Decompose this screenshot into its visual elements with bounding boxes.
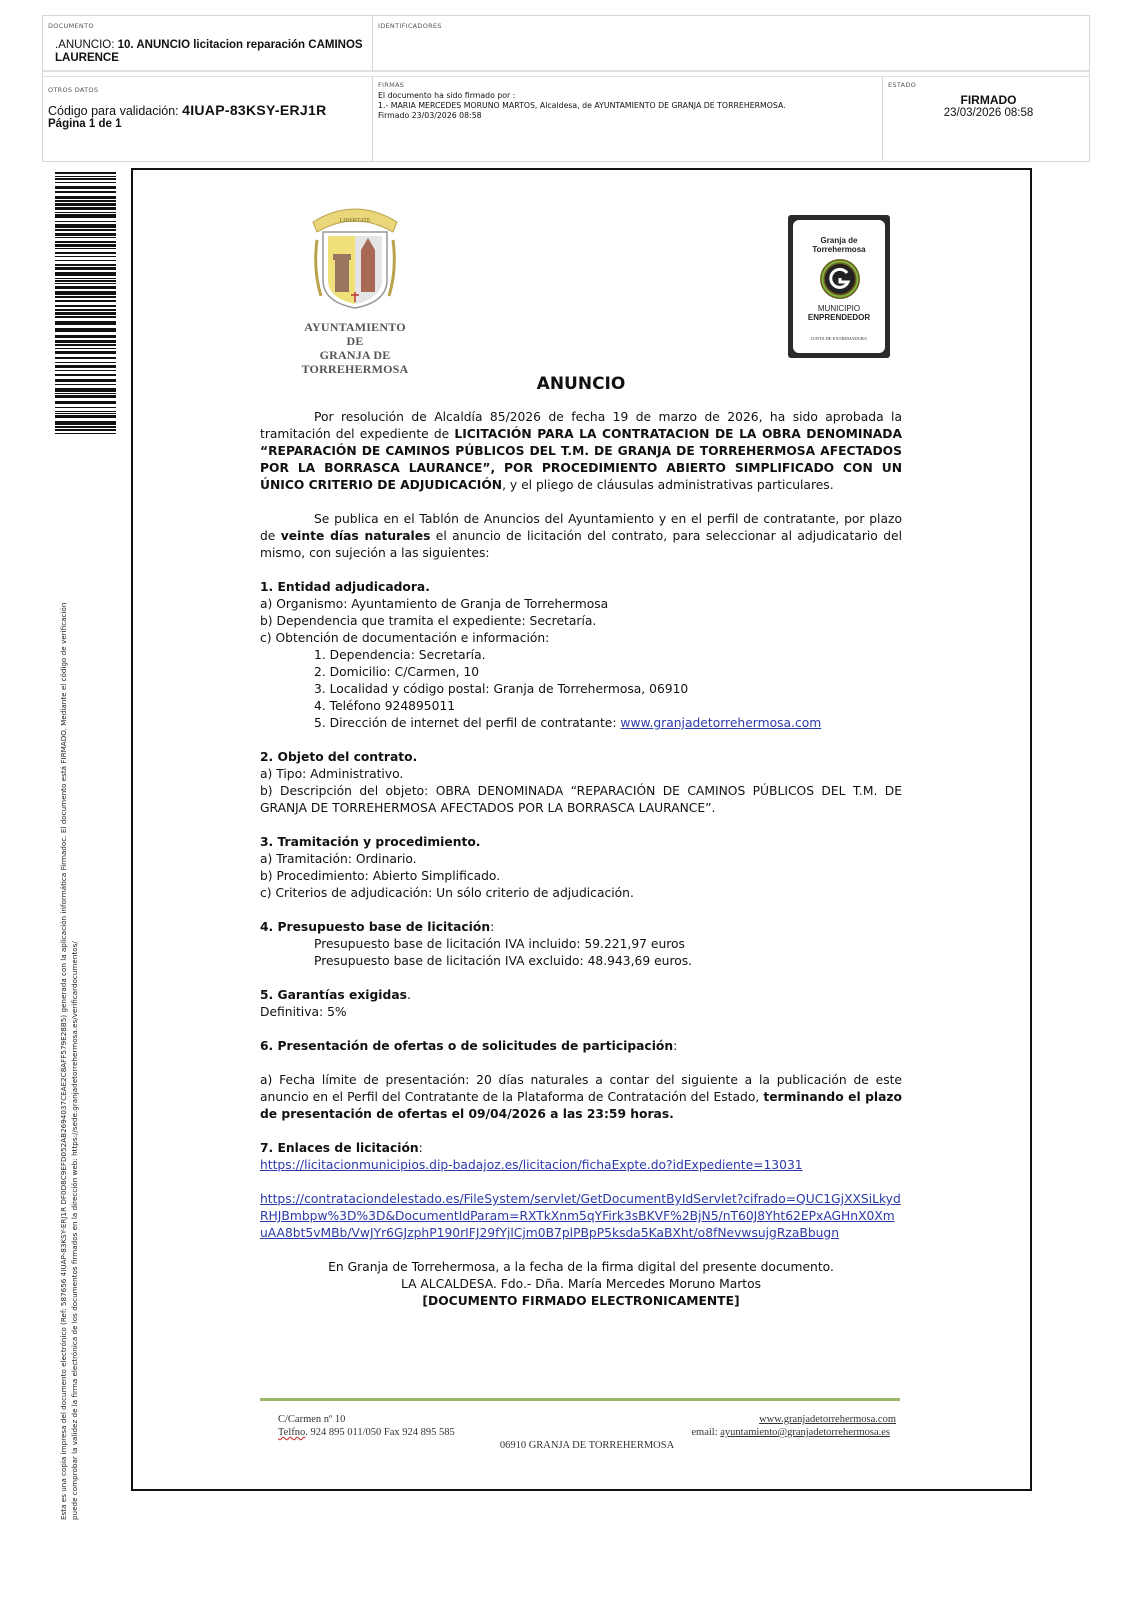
barcode-bar <box>55 393 116 394</box>
document-title <box>55 39 372 65</box>
budget-included: Presupuesto base de licitación IVA incluido: 59.221,97 euros <box>314 937 685 951</box>
section-heading: 1. Entidad adjudicadora. <box>260 580 430 594</box>
barcode-bar <box>55 224 116 228</box>
section-line: c) Criterios de adjudicación: Un sólo criterio de adjudicación. <box>260 886 634 900</box>
side-text-line: Esta es una copia impresa del documento electrónico (Ref: 587656 4IUAP-83KSY-ERJ1R DF0D8C9EFD052AB2694037CEAE2C8AFF579E28B5) generada con la aplicación informática Firmadoc. El documento está FIRMADO. Mediante el código de verificación <box>59 602 68 1520</box>
budget-excluded: Presupuesto base de licitación IVA excluido: 48.943,69 euros. <box>314 954 693 968</box>
side-verification-text <box>58 435 80 1520</box>
barcode-bar <box>55 256 116 257</box>
barcode-bar <box>55 272 116 276</box>
heading-text: 6. Presentación de ofertas o de solicitudes de participación <box>260 1039 674 1053</box>
heading-text: 4. Presupuesto base de licitación <box>260 920 491 934</box>
barcode-bar <box>55 312 116 315</box>
barcode-bar <box>55 248 116 249</box>
closing-line: En Granja de Torrehermosa, a la fecha de la firma digital del presente documento. <box>328 1260 834 1274</box>
sub-item <box>260 715 902 732</box>
barcode-bar <box>55 328 116 332</box>
barcode-bar <box>55 413 116 414</box>
coat-caption-line1: AYUNTAMIENTO <box>304 320 406 334</box>
deadline-bold: terminando el plazo de presentación de ofertas el 09/04/2026 a las 23:59 horas. <box>260 1090 902 1121</box>
barcode-bar <box>55 309 116 311</box>
barcode-bar <box>55 370 116 371</box>
barcode-bar <box>55 186 116 189</box>
intro-text: Se publica en el Tablón de Anuncios del Ayuntamiento y en el perfil de contratante, por plazo de <box>260 512 902 543</box>
heading-suffix: : <box>490 920 495 934</box>
barcode-bar <box>55 221 116 222</box>
firmas-line: El documento ha sido firmado por : <box>378 91 516 100</box>
barcode-bar <box>55 244 116 247</box>
footer-website[interactable]: www.granjadetorrehermosa.com <box>759 1414 896 1425</box>
barcode-bar <box>55 305 116 307</box>
footer-city: 06910 GRANJA DE TORREHERMOSA <box>499 1440 675 1451</box>
barcode-bar <box>55 321 116 325</box>
footer-email <box>691 1426 890 1439</box>
barcode-bar <box>55 200 116 202</box>
section-line: a) Tipo: Administrativo. <box>260 767 404 781</box>
sub-item: 4. Teléfono 924895011 <box>314 699 456 713</box>
intro-text: , y el pliego de cláusulas administrativas particulares. <box>502 478 834 492</box>
badge-line2: ENPRENDEDOR <box>807 313 871 322</box>
barcode-bar <box>55 395 116 398</box>
section-heading <box>260 1140 902 1157</box>
barcode-bar <box>55 178 116 180</box>
document-prefix: .ANUNCIO: <box>55 39 118 51</box>
contratacion-estado-link[interactable]: https://contrataciondelestado.es/FileSystem/servlet/GetDocumentByIdServlet?cifrado=QUC1GjXXSiLkydRHJBmbpw%3D%3D&DocumentIdParam=RXTkXnm5qYFirk3sBKVF%2BjN5/nT60J8Yht62EPxAGHnX0XmuAA8bt5vMBb/VwJYr6GJzphP190rIFJ29fYjlCjm0B7plPBpP5ksda5KaBXht/o8fNevwsujgRzaBbugn <box>260 1192 901 1240</box>
barcode-bar <box>55 433 116 434</box>
barcode-bar <box>55 384 116 385</box>
deadline-text: a) Fecha límite de presentación: 20 días naturales a contar del siguiente a la publicación de este anuncio en el Perfil del Contratante de la Plataforma de Contratación del Estado, <box>260 1073 902 1104</box>
barcode-bar <box>55 233 116 236</box>
barcode-bar <box>55 196 116 199</box>
section-line: b) Descripción del objeto: OBRA DENOMINADA “REPARACIÓN DE CAMINOS PÚBLICOS DEL T.M. DE GRANJA DE TORREHERMOSA AFECTADOS POR LA BORRASCA LAURANCE”. <box>260 784 902 815</box>
sub-item: 2. Domicilio: C/Carmen, 10 <box>314 665 480 679</box>
heading-suffix: : <box>418 1141 423 1155</box>
deadline-paragraph <box>260 1072 902 1123</box>
documento-label: DOCUMENTO <box>48 22 94 30</box>
section-heading <box>260 919 902 936</box>
sub-item: 3. Localidad y código postal: Granja de Torrehermosa, 06910 <box>314 682 689 696</box>
barcode-bar <box>55 415 116 418</box>
intro-text: el anuncio de licitación del contrato, para seleccionar al adjudicatario del mismo, con sujeción a las siguientes: <box>260 529 902 560</box>
barcode <box>55 172 116 434</box>
barcode-bar <box>55 421 116 425</box>
sub-item: 1. Dependencia: Secretaría. <box>314 648 486 662</box>
barcode-bar <box>55 357 116 359</box>
heading-suffix: : <box>673 1039 678 1053</box>
page-info: Página 1 de 1 <box>48 118 122 130</box>
barcode-bar <box>55 280 116 282</box>
barcode-bar <box>55 229 116 231</box>
barcode-bar <box>55 176 116 177</box>
barcode-bar <box>55 278 116 279</box>
validation-line <box>48 102 372 118</box>
email-link[interactable]: ayuntamiento@granjadetorrehermosa.es <box>720 1427 890 1438</box>
barcode-bar <box>55 300 116 302</box>
sub-item-label: 5. Dirección de internet del perfil de contratante: <box>314 716 621 730</box>
intro-bold: veinte días naturales <box>280 529 431 543</box>
barcode-bar <box>55 429 116 431</box>
phone-value: . 924 895 011/050 Fax 924 895 585 <box>305 1427 455 1438</box>
coat-caption-line3: GRANJA DE TORREHERMOSA <box>301 348 409 376</box>
coat-of-arms-logo <box>265 200 445 376</box>
guarantee-value: Definitiva: 5% <box>260 1005 347 1019</box>
document-body <box>260 370 902 1310</box>
badge-line1: MUNICIPIO <box>817 304 861 313</box>
firmas-text <box>378 91 882 121</box>
heading-suffix: . <box>406 988 411 1002</box>
firmas-cell <box>373 76 883 161</box>
intro-paragraph-2 <box>260 511 902 562</box>
estado-label: ESTADO <box>888 81 917 89</box>
section-line: c) Obtención de documentación e información: <box>260 631 550 645</box>
badge-junta: JUNTA DE EXTREMADURA <box>810 336 868 341</box>
signed-notice: [DOCUMENTO FIRMADO ELECTRONICAMENTE] <box>422 1294 740 1308</box>
section-heading: 3. Tramitación y procedimiento. <box>260 835 481 849</box>
barcode-bar <box>55 348 116 349</box>
barcode-bar <box>55 401 116 404</box>
barcode-bar <box>55 374 116 376</box>
barcode-bar <box>55 172 116 174</box>
barcode-bar <box>55 411 116 412</box>
barcode-bar <box>55 207 116 210</box>
firmas-label: FIRMAS <box>378 81 405 89</box>
phone-label: Telfno <box>278 1427 306 1438</box>
barcode-bar <box>55 340 116 343</box>
identificadores-cell <box>373 16 1089 72</box>
section-heading <box>260 1038 902 1055</box>
barcode-bar <box>55 388 116 392</box>
email-label: email: <box>691 1427 721 1438</box>
badge-name: Granja de Torrehermosa <box>812 236 866 254</box>
validation-code: 4IUAP-83KSY-ERJ1R <box>182 102 327 118</box>
coat-of-arms-icon <box>265 200 445 310</box>
barcode-bar <box>55 252 116 254</box>
firmas-signer: 1.- MARIA MERCEDES MORUNO MARTOS, Alcaldesa, de AYUNTAMIENTO DE GRANJA DE TORREHERMOSA. <box>378 101 786 110</box>
barcode-bar <box>55 182 116 183</box>
barcode-bar <box>55 203 116 206</box>
barcode-bar <box>55 283 116 284</box>
barcode-bar <box>55 264 116 266</box>
side-text-line: puede comprobar la validez de la firma electrónica de los documentos firmados en la dirección web: https://sede.granjadetorrehermosa.es/verificardocumentos/ <box>70 941 79 1520</box>
barcode-bar <box>55 291 116 295</box>
document-name: 10. ANUNCIO licitacion reparación CAMINOS LAURENCE <box>55 39 363 64</box>
section-heading: 2. Objeto del contrato. <box>260 750 418 764</box>
footer-phone <box>278 1426 455 1439</box>
barcode-bar <box>55 379 116 382</box>
firmas-date: Firmado 23/03/2026 08:58 <box>378 111 482 120</box>
contractor-profile-link[interactable]: www.granjadetorrehermosa.com <box>620 716 822 730</box>
barcode-bar <box>55 260 116 261</box>
barcode-bar <box>55 214 116 218</box>
barcode-bar <box>55 191 116 193</box>
barcode-bar <box>55 362 116 363</box>
intro-bold: LICITACIÓN PARA LA CONTRATACION DE LA OBRA DENOMINADA “REPARACIÓN DE CAMINOS PÚBLICOS DEL T.M. DE GRANJA DE TORREHERMOSA AFECTADOS POR LA BORRASCA LAURANCE”, POR PROCEDIMIENTO ABIERTO SIMPLIFICADO CON UN ÚNICO CRITERIO DE ADJUDICACIÓN <box>260 427 902 492</box>
barcode-bar <box>55 237 116 238</box>
section-line: b) Procedimiento: Abierto Simplificado. <box>260 869 501 883</box>
validation-label: Código para validación: <box>48 104 183 118</box>
letterhead-footer <box>278 1413 896 1452</box>
municipio-emprendedor-badge <box>788 215 890 358</box>
barcode-bar <box>55 286 116 289</box>
badge-title <box>793 304 885 322</box>
heading-text: 5. Garantías exigidas <box>260 988 407 1002</box>
footer-address: C/Carmen nº 10 <box>278 1414 346 1425</box>
estado-status: FIRMADO <box>960 93 1017 107</box>
identificadores-label: IDENTIFICADORES <box>378 22 442 30</box>
intro-text: Por resolución de Alcaldía 85/2026 de fecha 19 de marzo de 2026, ha sido aprobada la tramitación del expediente de <box>260 410 902 441</box>
section-heading <box>260 987 902 1004</box>
barcode-bar <box>55 316 116 318</box>
section-line: a) Tramitación: Ordinario. <box>260 852 417 866</box>
documento-cell <box>43 16 373 72</box>
barcode-bar <box>55 344 116 346</box>
barcode-bar <box>55 335 116 338</box>
g-emblem-icon <box>819 258 861 300</box>
otros-datos-cell <box>43 76 373 161</box>
barcode-bar <box>55 351 116 354</box>
heading-text: 7. Enlaces de licitación <box>260 1141 419 1155</box>
dip-badajoz-link[interactable]: https://licitacionmunicipios.dip-badajoz.es/licitacion/fichaExpte.do?idExpediente=13031 <box>260 1158 803 1172</box>
barcode-bar <box>55 267 116 270</box>
footer-rule <box>260 1398 900 1401</box>
signature-header <box>42 15 1090 162</box>
signer-line: LA ALCALDESA. Fdo.- Dña. María Mercedes Moruno Martos <box>400 1277 762 1291</box>
estado-cell <box>883 76 1089 161</box>
section-line: a) Organismo: Ayuntamiento de Granja de Torrehermosa <box>260 597 609 611</box>
coat-caption-line2: DE <box>346 334 364 348</box>
barcode-bar <box>55 426 116 428</box>
barcode-bar <box>55 365 116 368</box>
announcement-title: ANUNCIO <box>536 374 626 394</box>
barcode-bar <box>55 241 116 243</box>
barcode-bar <box>55 296 116 298</box>
barcode-bar <box>55 212 116 213</box>
estado-date: 23/03/2026 08:58 <box>943 107 1034 119</box>
barcode-bar <box>55 407 116 408</box>
section-line: b) Dependencia que tramita el expediente: Secretaría. <box>260 614 597 628</box>
otros-datos-label: OTROS DATOS <box>48 86 99 94</box>
intro-paragraph-1 <box>260 409 902 494</box>
coat-motto: LIBERTATE <box>339 218 371 224</box>
